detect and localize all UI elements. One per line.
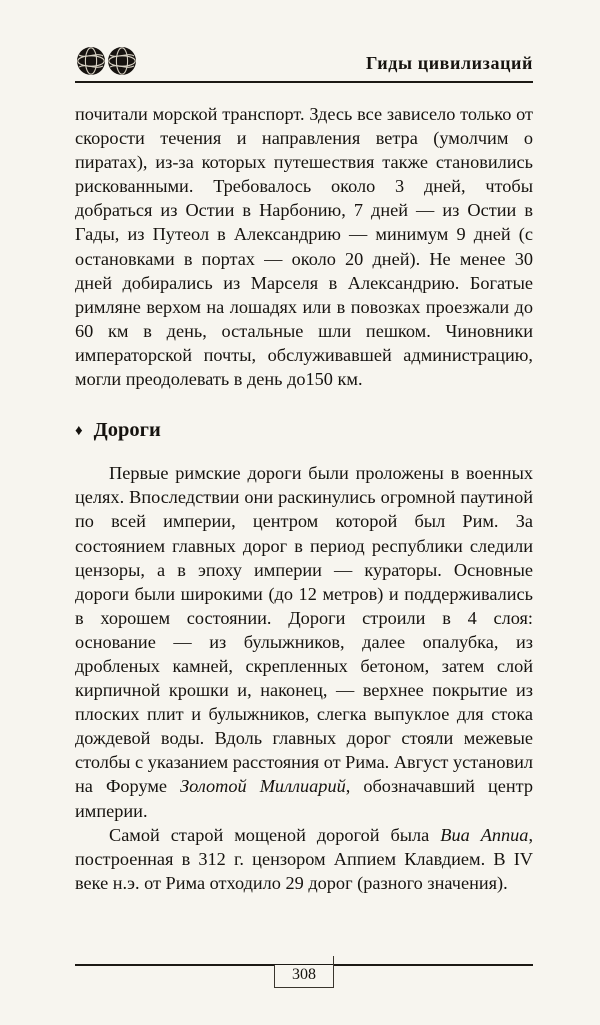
italic-text-segment: Виа Аппиа [440, 824, 529, 845]
paragraph [75, 461, 533, 822]
paragraph [75, 102, 533, 391]
page-header [75, 44, 533, 76]
page-number: 308 [274, 965, 334, 988]
body-text [75, 102, 533, 895]
diamond-bullet-icon: ♦ [75, 423, 83, 440]
italic-text-segment: Золотой Миллиарий [180, 776, 346, 797]
section-heading [75, 418, 533, 442]
section-heading-label: Дороги [93, 419, 161, 442]
page-footer [75, 964, 533, 988]
header-rule [75, 81, 533, 83]
text-segment: , обозначавший центр империи. [75, 776, 534, 821]
text-segment: , построенная в 312 г. цензором Аппием Клавдием. В IV веке н.э. от Рима отходило 29 дорог (разного значения). [75, 824, 534, 893]
running-title: Гиды цивилизаций [365, 53, 533, 73]
text-segment: почитали морской транспорт. Здесь все зависело только от скорости течения и направления ветра (умолчим о пиратах), из-за которых путешествия также становились рискованными. Требовалось около 3 дней, чтобы добраться из Остии в Нарбонию, 7 дней — из Остии в Гады, из Путеол в Александрию — минимум 9 дней (с остановками в портах — около 20 дней). Не менее 30 дней добирались из Марселя в Александрию. Богатые римляне верхом на лошадях или в повозках проезжали до 60 км в день, остальные шли пешком. Чиновники императорской почты, обслуживавшей администрацию, могли преодолевать в день до150 км. [75, 104, 533, 390]
paragraph [75, 823, 533, 895]
text-segment: Первые римские дороги были проложены в военных целях. Впоследствии они раскинулись огромной паутиной по всей империи, центром которой был Рим. За состоянием главных дорог в период республики следили цензоры, а в эпоху империи — кураторы. Основные дороги были широкими (до 12 метров) и поддерживались в хорошем состоянии. Дороги строили в 4 слоя: основание — из булыжников, далее опалубка, из дробленых камней, скрепленных бетоном, затем слой кирпичной крошки и, наконец, — верхнее покрытие из плоских плит и булыжников, слегка выпуклое для стока дождевой воды. Вдоль главных дорог стояли межевые столбы с указанием расстояния от Рима. Август установил на Форуме [75, 463, 534, 797]
text-segment: Самой старой мощеной дорогой была [109, 824, 441, 845]
twin-globes-icon [75, 46, 155, 76]
